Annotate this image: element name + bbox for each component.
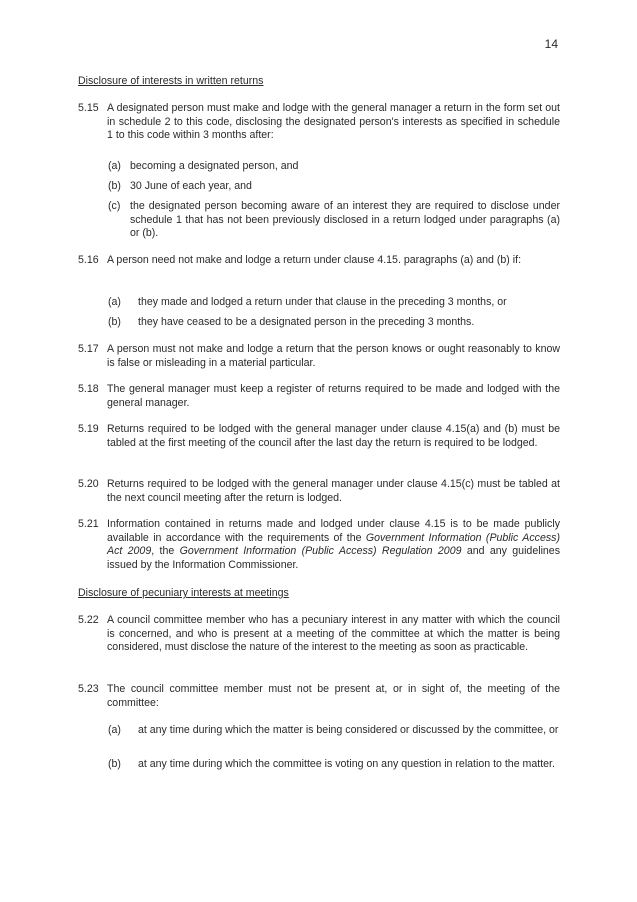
clause-5-23-item-b — [108, 758, 560, 772]
clause-text: Returns required to be lodged with the general manager under clause 4.15(c) must be tabled at the next council meeting after the return is lodged. — [107, 478, 560, 504]
item-label: (b) — [108, 758, 121, 770]
clause-number: 5.18 — [78, 383, 99, 395]
clause-text-part: , the — [151, 545, 180, 558]
clause-5-20 — [78, 478, 560, 505]
item-label: (a) — [108, 296, 121, 308]
clause-text: The general manager must keep a register of returns required to be made and lodged with the general manager. — [107, 383, 560, 409]
item-label: (b) — [108, 180, 121, 192]
act-title: Government Information (Public Access) Act 2009 — [107, 531, 560, 558]
section-heading-written-returns: Disclosure of interests in written returns — [78, 75, 264, 87]
clause-5-15 — [78, 102, 560, 143]
item-label: (c) — [108, 200, 121, 212]
clause-5-22 — [78, 614, 560, 655]
clause-5-19 — [78, 423, 560, 450]
clause-text-part: Information contained in returns made and lodged under clause 4.15 is to be made publicly available in accordance with the requirements of the — [107, 518, 560, 544]
clause-text: A person must not make and lodge a return that the person knows or ought reasonably to know is false or misleading in a material particular. — [107, 343, 560, 369]
clause-number: 5.23 — [78, 683, 99, 695]
clause-number: 5.20 — [78, 478, 99, 490]
clause-5-15-item-b — [108, 180, 560, 194]
clause-5-16-item-b — [108, 316, 560, 330]
item-label: (a) — [108, 724, 121, 736]
clause-text: The council committee member must not be present at, or in sight of, the meeting of the committee: — [107, 683, 560, 709]
item-text: the designated person becoming aware of an interest they are required to disclose under schedule 1 that has not been previously disclosed in a return lodged under paragraphs (a) or (b). — [130, 200, 560, 240]
clause-number: 5.22 — [78, 614, 99, 626]
clause-number: 5.19 — [78, 423, 99, 435]
clause-5-15-item-a — [108, 160, 560, 174]
item-text: at any time during which the matter is being considered or discussed by the committee, or — [138, 724, 559, 736]
regulation-title: Government Information (Public Access) Regulation 2009 — [179, 545, 462, 558]
item-text: becoming a designated person, and — [130, 160, 299, 172]
item-label: (a) — [108, 160, 121, 172]
clause-number: 5.17 — [78, 343, 99, 355]
page-number: 14 — [544, 37, 558, 51]
item-text: they have ceased to be a designated person in the preceding 3 months. — [138, 316, 475, 328]
item-text: they made and lodged a return under that clause in the preceding 3 months, or — [138, 296, 507, 308]
item-text: at any time during which the committee is voting on any question in relation to the matter. — [138, 758, 555, 770]
clause-5-17 — [78, 343, 560, 370]
clause-text: A designated person must make and lodge with the general manager a return in the form set out in schedule 2 to this code, disclosing the designated person's interests as specified in schedule 1 to this code within 3 months after: — [107, 102, 560, 142]
clause-number: 5.21 — [78, 518, 99, 530]
clause-5-16-item-a — [108, 296, 560, 310]
clause-text: A person need not make and lodge a return under clause 4.15. paragraphs (a) and (b) if: — [107, 254, 522, 266]
clause-text: A council committee member who has a pecuniary interest in any matter with which the council is concerned, and who is present at a meeting of the committee at which the matter is being considered, must disclose the nature of the interest to the meeting as soon as practicable. — [107, 614, 560, 654]
clause-5-16 — [78, 254, 560, 268]
clause-5-15-item-c — [108, 200, 560, 241]
clause-text-part: and any guidelines issued by the Information Commissioner. — [107, 545, 560, 571]
clause-5-21 — [78, 518, 560, 572]
clause-5-23-item-a — [108, 724, 560, 738]
clause-text: Returns required to be lodged with the general manager under clause 4.15(a) and (b) must be tabled at the first meeting of the council after the last day the return is required to be lodged. — [107, 423, 560, 449]
clause-number: 5.15 — [78, 102, 99, 114]
section-heading-meetings: Disclosure of pecuniary interests at meetings — [78, 587, 289, 599]
clause-text — [107, 518, 560, 572]
item-label: (b) — [108, 316, 121, 328]
clause-number: 5.16 — [78, 254, 99, 266]
clause-5-23 — [78, 683, 560, 710]
clause-5-18 — [78, 383, 560, 410]
item-text: 30 June of each year, and — [130, 180, 252, 192]
